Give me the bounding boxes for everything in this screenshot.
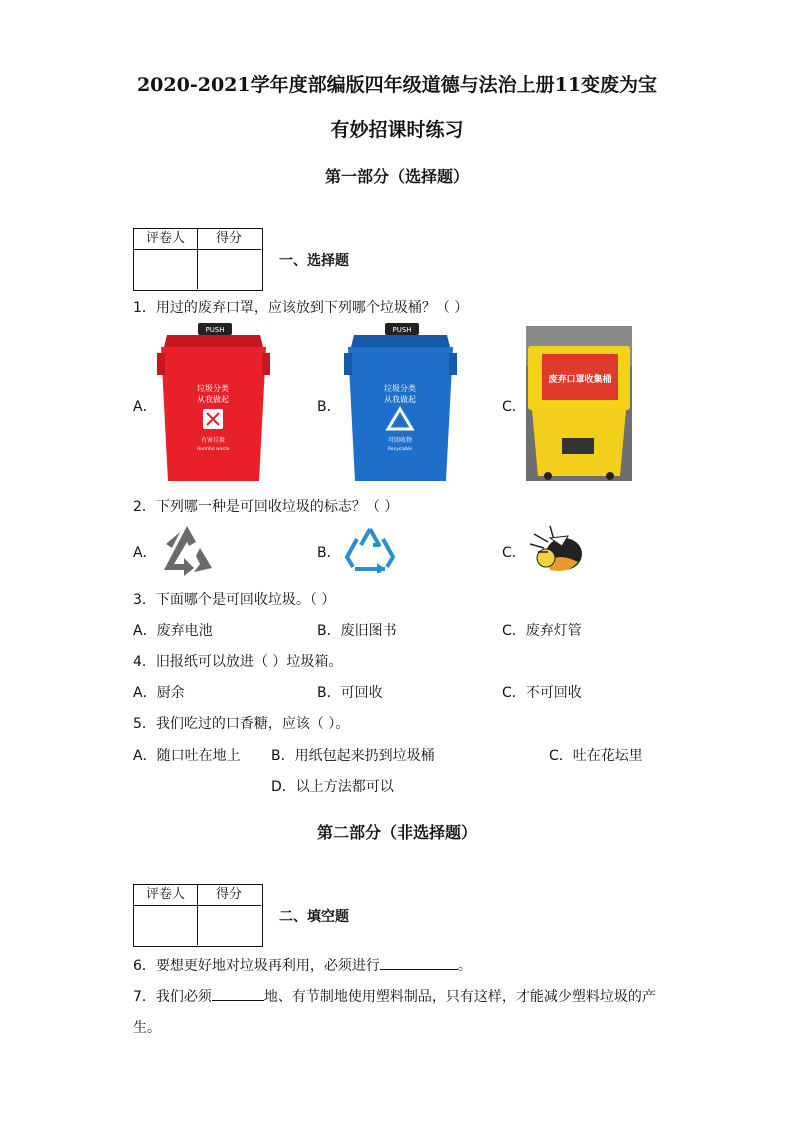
reviewer-label: 评卷人: [134, 885, 198, 906]
cartoon-waste-icon[interactable]: [528, 522, 584, 574]
blue-bin-lid-text: PUSH: [392, 326, 412, 334]
q1-option-c-label: C．: [502, 399, 526, 415]
red-hazardous-bin-image[interactable]: [155, 321, 272, 484]
blue-bin-slogan-1: 垃圾分类: [384, 384, 416, 393]
reviewer-cell[interactable]: [134, 905, 198, 945]
question-7-line2: 生。: [133, 1020, 161, 1036]
q4-option-b[interactable]: B．可回收: [317, 685, 383, 701]
score-table-1: [133, 228, 263, 291]
blue-recyclable-bin-image[interactable]: [342, 321, 459, 484]
q4-option-c[interactable]: C．不可回收: [502, 685, 582, 701]
q7-text-before: 7．我们必须: [133, 989, 212, 1005]
yellow-mask-bin-image[interactable]: [526, 326, 632, 481]
reviewer-label: 评卷人: [134, 229, 198, 250]
question-5: 5．我们吃过的口香糖，应该（ ）。: [133, 716, 350, 732]
part1-title: 第一部分（选择题）: [324, 167, 469, 186]
score-label: 得分: [197, 229, 261, 250]
red-bin-slogan-1: 垃圾分类: [197, 384, 229, 393]
question-4: 4．旧报纸可以放进（ ）垃圾箱。: [133, 654, 343, 670]
q5-option-a[interactable]: A．随口吐在地上: [133, 748, 241, 764]
question-7: [133, 986, 656, 1006]
part2-title: 第二部分（非选择题）: [316, 823, 477, 842]
question-6: [133, 955, 472, 975]
q3-option-a[interactable]: A．废弃电池: [133, 623, 213, 639]
q2-option-c-label: C．: [502, 545, 526, 561]
red-bin-category-en: Harmful waste: [196, 447, 230, 452]
reviewer-cell[interactable]: [134, 249, 198, 289]
page-title-line1: 2020-2021学年度部编版四年级道德与法治上册11变废为宝: [136, 74, 658, 96]
q5-option-b[interactable]: B．用纸包起来扔到垃圾桶: [271, 748, 435, 764]
q3-option-c[interactable]: C．废弃灯管: [502, 623, 582, 639]
red-bin-category: 有害垃圾: [200, 437, 226, 444]
blue-bin-category: 可回收物: [387, 437, 413, 444]
q4-option-a[interactable]: A．厨余: [133, 685, 185, 701]
score-label: 得分: [197, 885, 261, 906]
recycle-icon[interactable]: [343, 525, 397, 573]
blue-bin-slogan-2: 从我做起: [384, 395, 416, 404]
question-3: 3．下面哪个是可回收垃圾。（ ）: [133, 592, 336, 608]
gray-triangle-symbol[interactable]: [160, 524, 214, 576]
q2-option-b-label: B．: [317, 545, 341, 561]
section1-title: 一、选择题: [279, 253, 349, 269]
score-cell[interactable]: [197, 249, 261, 289]
q7-answer-blank[interactable]: [212, 986, 264, 1001]
score-table-2: [133, 884, 263, 947]
page-title-line2: 有妙招课时练习: [330, 119, 464, 141]
section2-title: 二、填空题: [279, 909, 349, 925]
q6-text-after: 。: [457, 958, 472, 974]
q6-answer-blank[interactable]: [380, 955, 458, 970]
red-bin-slogan-2: 从我做起: [197, 395, 229, 404]
q1-option-b-label: B．: [317, 399, 341, 415]
q5-option-c[interactable]: C．吐在花坛里: [549, 748, 643, 764]
question-2: 2．下列哪一种是可回收垃圾的标志？（ ）: [133, 499, 399, 515]
q2-option-a-label: A．: [133, 545, 157, 561]
question-1: 1．用过的废弃口罩，应该放到下列哪个垃圾桶？（ ）: [133, 300, 469, 316]
yellow-bin-label: 废弃口罩收集桶: [548, 375, 612, 385]
red-bin-lid-text: PUSH: [205, 326, 225, 334]
q3-option-b[interactable]: B．废旧图书: [317, 623, 397, 639]
score-cell[interactable]: [197, 905, 261, 945]
blue-bin-category-en: Recyclable: [387, 447, 413, 452]
q1-option-a-label: A．: [133, 399, 157, 415]
q6-text-before: 6．要想更好地对垃圾再利用，必须进行: [133, 958, 380, 974]
q7-text-after: 地、有节制地使用塑料制品，只有这样，才能减少塑料垃圾的产: [263, 989, 656, 1005]
q5-option-d[interactable]: D．以上方法都可以: [271, 779, 394, 795]
